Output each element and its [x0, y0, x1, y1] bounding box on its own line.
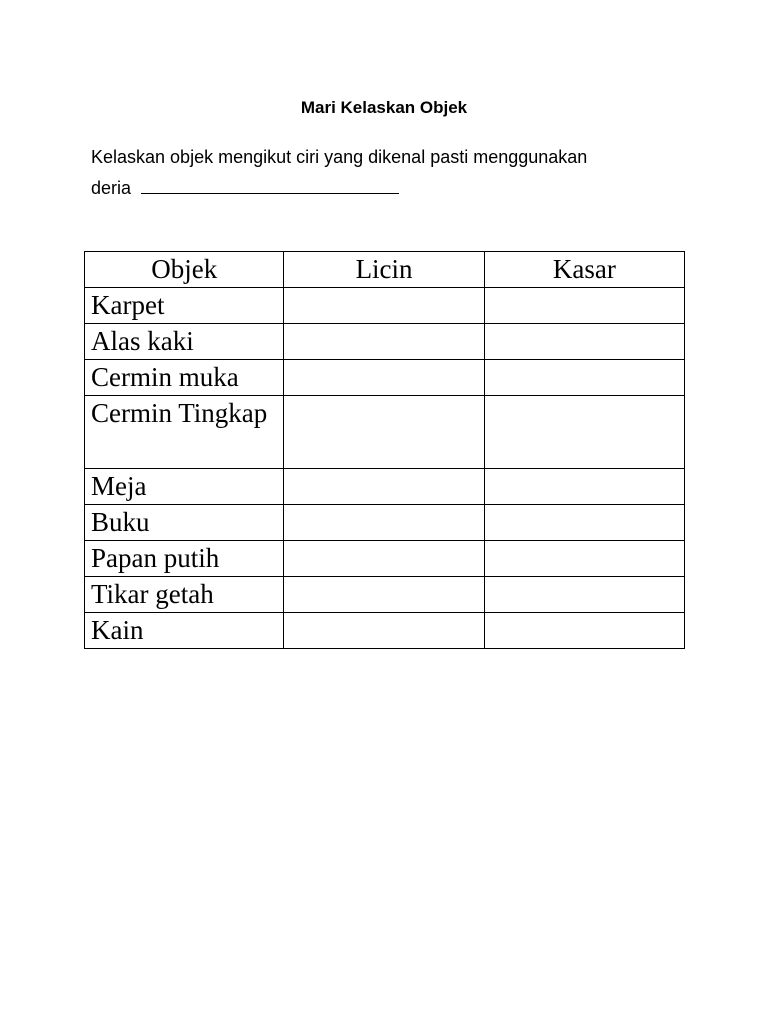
object-name: Buku	[85, 505, 284, 541]
header-kasar: Kasar	[484, 252, 684, 288]
licin-cell[interactable]	[284, 541, 484, 577]
instruction-line-1: Kelaskan objek mengikut ciri yang dikenal pasti menggunakan	[91, 147, 588, 167]
answer-blank-line[interactable]	[141, 173, 399, 194]
kasar-cell[interactable]	[484, 613, 684, 649]
worksheet-title: Mari Kelaskan Objek	[300, 98, 468, 117]
object-name: Alas kaki	[85, 324, 284, 360]
object-name: Papan putih	[85, 541, 284, 577]
kasar-cell[interactable]	[484, 577, 684, 613]
object-name: Kain	[85, 613, 284, 649]
licin-cell[interactable]	[284, 613, 484, 649]
table-row	[85, 613, 685, 649]
table-row	[85, 505, 685, 541]
licin-cell[interactable]	[284, 360, 484, 396]
kasar-cell[interactable]	[484, 396, 684, 469]
kasar-cell[interactable]	[484, 541, 684, 577]
licin-cell[interactable]	[284, 324, 484, 360]
table-row	[85, 360, 685, 396]
header-objek: Objek	[85, 252, 284, 288]
header-licin: Licin	[284, 252, 484, 288]
instruction-label-deria: deria	[91, 178, 132, 198]
licin-cell[interactable]	[284, 396, 484, 469]
licin-cell[interactable]	[284, 505, 484, 541]
kasar-cell[interactable]	[484, 324, 684, 360]
table-row	[85, 288, 685, 324]
instruction-line-2	[91, 173, 691, 204]
classification-table	[84, 251, 685, 649]
object-name: Tikar getah	[85, 577, 284, 613]
kasar-cell[interactable]	[484, 360, 684, 396]
licin-cell[interactable]	[284, 469, 484, 505]
object-name: Karpet	[85, 288, 284, 324]
kasar-cell[interactable]	[484, 288, 684, 324]
table-row	[85, 577, 685, 613]
kasar-cell[interactable]	[484, 469, 684, 505]
object-name: Cermin muka	[85, 360, 284, 396]
licin-cell[interactable]	[284, 577, 484, 613]
licin-cell[interactable]	[284, 288, 484, 324]
object-name: Meja	[85, 469, 284, 505]
instruction-text	[91, 142, 691, 204]
table-row	[85, 396, 685, 469]
table-header-row	[85, 252, 685, 288]
kasar-cell[interactable]	[484, 505, 684, 541]
object-name: Cermin Tingkap	[85, 396, 284, 469]
table-row	[85, 541, 685, 577]
table-row	[85, 324, 685, 360]
table-row	[85, 469, 685, 505]
